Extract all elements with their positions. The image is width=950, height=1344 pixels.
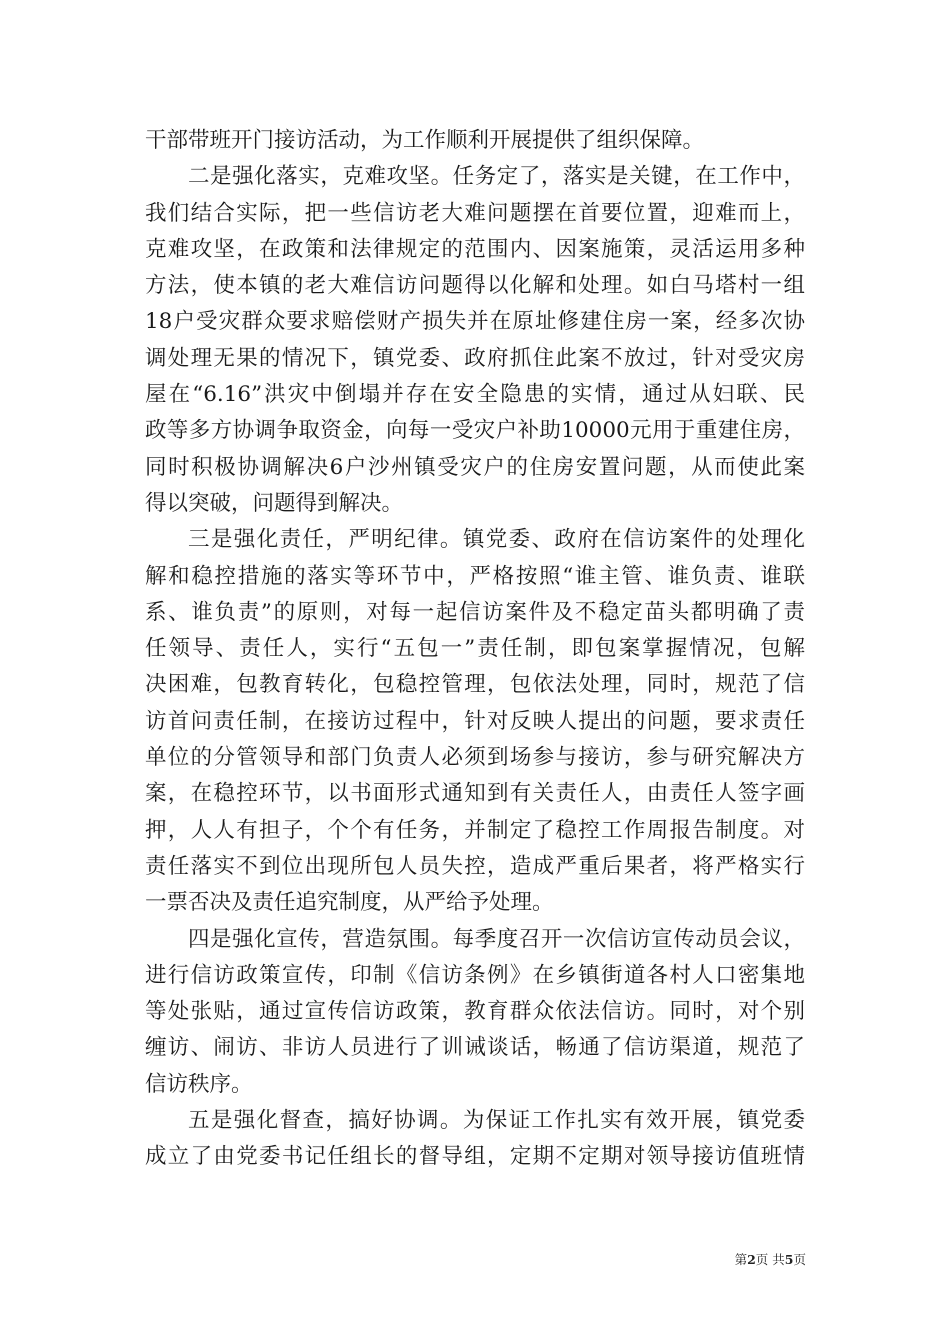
text-line: 责任落实不到位出现所包人员失控，造成严重后果者，将严格实行: [145, 853, 805, 879]
text-line: 三是强化责任，严明纪律。镇党委、政府在信访案件的处理化: [188, 527, 805, 553]
text-line: 一票否决及责任追究制度，从严给予处理。: [145, 890, 554, 916]
text-line: 克难攻坚，在政策和法律规定的范围内、因案施策，灵活运用多种: [145, 236, 805, 262]
footer-middle: 页 共: [755, 1252, 785, 1267]
text-line: 调处理无果的情况下，镇党委、政府抓住此案不放过，针对受灾房: [145, 345, 805, 371]
text-line: 屋在“6.16”洪灾中倒塌并存在安全隐患的实情，通过从妇联、民: [145, 382, 805, 408]
text-line: 干部带班开门接访活动，为工作顺利开展提供了组织保障。: [145, 128, 705, 153]
text-line: 决困难，包教育转化，包稳控管理，包依法处理，同时，规范了信: [145, 672, 805, 698]
text-line: 单位的分管领导和部门负责人必须到场参与接访，参与研究解决方: [145, 745, 805, 771]
text-line: 方法，使本镇的老大难信访问题得以化解和处理。如白马塔村一组: [145, 273, 805, 299]
paragraph: [145, 123, 805, 159]
paragraph: [145, 522, 805, 921]
text-line: 案，在稳控环节，以书面形式通知到有关责任人，由责任人签字画: [145, 781, 805, 807]
text-line: 任领导、责任人，实行“五包一”责任制，即包案掌握情况，包解: [145, 636, 805, 662]
text-line: 四是强化宣传，营造氛围。每季度召开一次信访宣传动员会议，: [188, 926, 805, 952]
text-line: 系、谁负责”的原则，对每一起信访案件及不稳定苗头都明确了责: [145, 599, 805, 625]
text-line: 信访秩序。: [145, 1071, 253, 1097]
text-line: 得以突破，问题得到解决。: [145, 490, 404, 516]
document-body: [145, 123, 805, 1176]
text-line: 进行信访政策宣传，印制《信访条例》在乡镇街道各村人口密集地: [145, 962, 805, 988]
paragraph: [145, 1103, 805, 1176]
text-line: 成立了由党委书记任组长的督导组，定期不定期对领导接访值班情: [145, 1144, 805, 1170]
text-line: 访首问责任制，在接访过程中，针对反映人提出的问题，要求责任: [145, 708, 805, 734]
text-line: 押，人人有担子，个个有任务，并制定了稳控工作周报告制度。对: [145, 817, 805, 843]
footer-prefix: 第: [734, 1252, 748, 1267]
text-line: 五是强化督查，搞好协调。为保证工作扎实有效开展，镇党委: [188, 1108, 805, 1134]
text-line: 等处张贴，通过宣传信访政策，教育群众依法信访。同时，对个别: [145, 999, 805, 1025]
text-line: 解和稳控措施的落实等环节中，严格按照“谁主管、谁负责、谁联: [145, 563, 805, 589]
text-line: 同时积极协调解决6户沙州镇受灾户的住房安置问题，从而使此案: [145, 454, 805, 480]
footer-suffix: 页: [793, 1252, 806, 1267]
text-line: 政等多方协调争取资金，向每一受灾户补助10000元用于重建住房，: [145, 418, 805, 444]
page-footer: [735, 1250, 806, 1268]
text-line: 18户受灾群众要求赔偿财产损失并在原址修建住房一案，经多次协: [145, 309, 805, 335]
footer-current-page: 2: [747, 1252, 756, 1267]
paragraph: [145, 922, 805, 1103]
text-line: 我们结合实际，把一些信访老大难问题摆在首要位置，迎难而上，: [145, 200, 805, 226]
footer-total-pages: 5: [784, 1252, 794, 1267]
text-line: 缠访、闹访、非访人员进行了训诫谈话，畅通了信访渠道，规范了: [145, 1035, 805, 1061]
paragraph: [145, 159, 805, 522]
text-line: 二是强化落实，克难攻坚。任务定了，落实是关键，在工作中，: [188, 164, 805, 190]
